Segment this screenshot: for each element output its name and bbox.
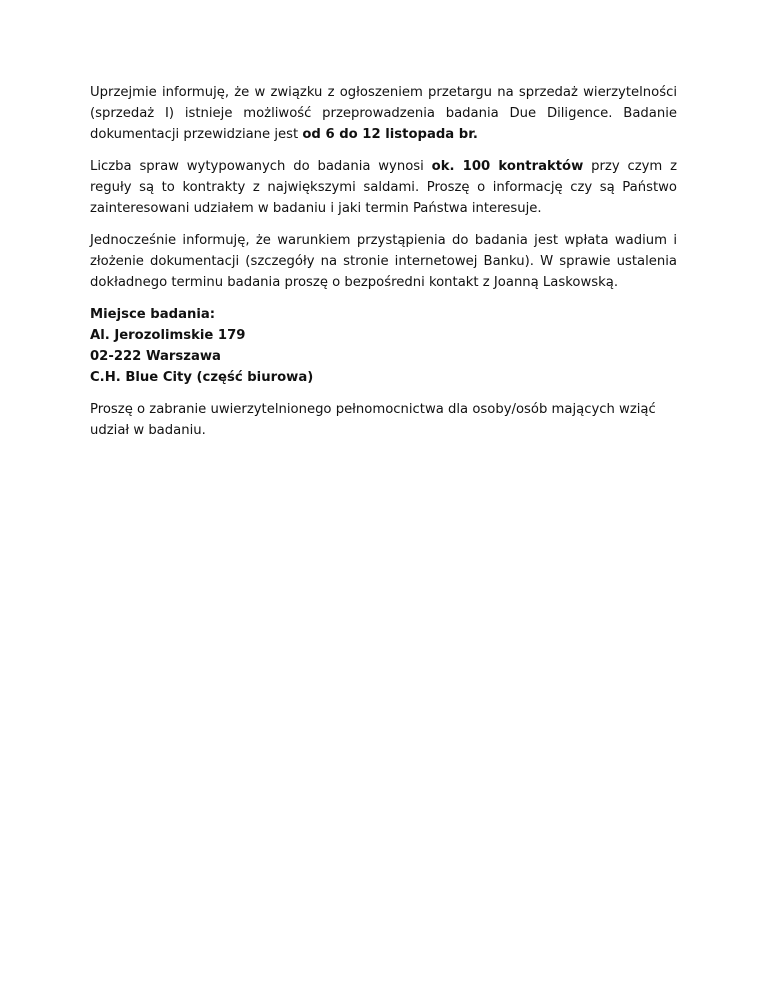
inspection-location [90,304,677,388]
location-street: Al. Jerozolimskie 179 [90,328,246,343]
contract-count: ok. 100 kontraktów [431,159,584,174]
document-body [90,82,677,452]
paragraph-power-of-attorney [90,399,677,441]
location-building: C.H. Blue City (część biurowa) [90,370,314,385]
inspection-dates: od 6 do 12 listopada br. [302,127,478,142]
paragraph-text: Liczba spraw wytypowanych do badania wynosi [90,159,432,174]
paragraph-due-diligence [90,82,677,145]
paragraph-text: Jednocześnie informuję, że warunkiem przystąpienia do badania jest wpłata wadium i złożenie dokumentacji (szczegóły na stronie internetowej Banku). W sprawie ustalenia dokładnego terminu badania proszę o bezpośredni kontakt z Joanną Laskowską. [90,233,677,290]
paragraph-text: Uprzejmie informuję, że w związku z ogłoszeniem przetargu na sprzedaż wierzytelności (sprzedaż I) istnieje możliwość przeprowadzenia badania Due Diligence. Badanie dokumentacji przewidziane jest [90,85,677,142]
paragraph-conditions [90,230,677,293]
paragraph-text: przy czym z reguły są to kontrakty z największymi saldami. Proszę o informację czy są Państwo zainteresowani udziałem w badaniu i jaki termin Państwa interesuje. [90,159,677,216]
location-heading: Miejsce badania: [90,307,216,322]
paragraph-case-count [90,156,677,219]
paragraph-text: Proszę o zabranie uwierzytelnionego pełnomocnictwa dla osoby/osób mających wziąć udział w badaniu. [90,402,656,438]
location-city: 02-222 Warszawa [90,349,221,364]
